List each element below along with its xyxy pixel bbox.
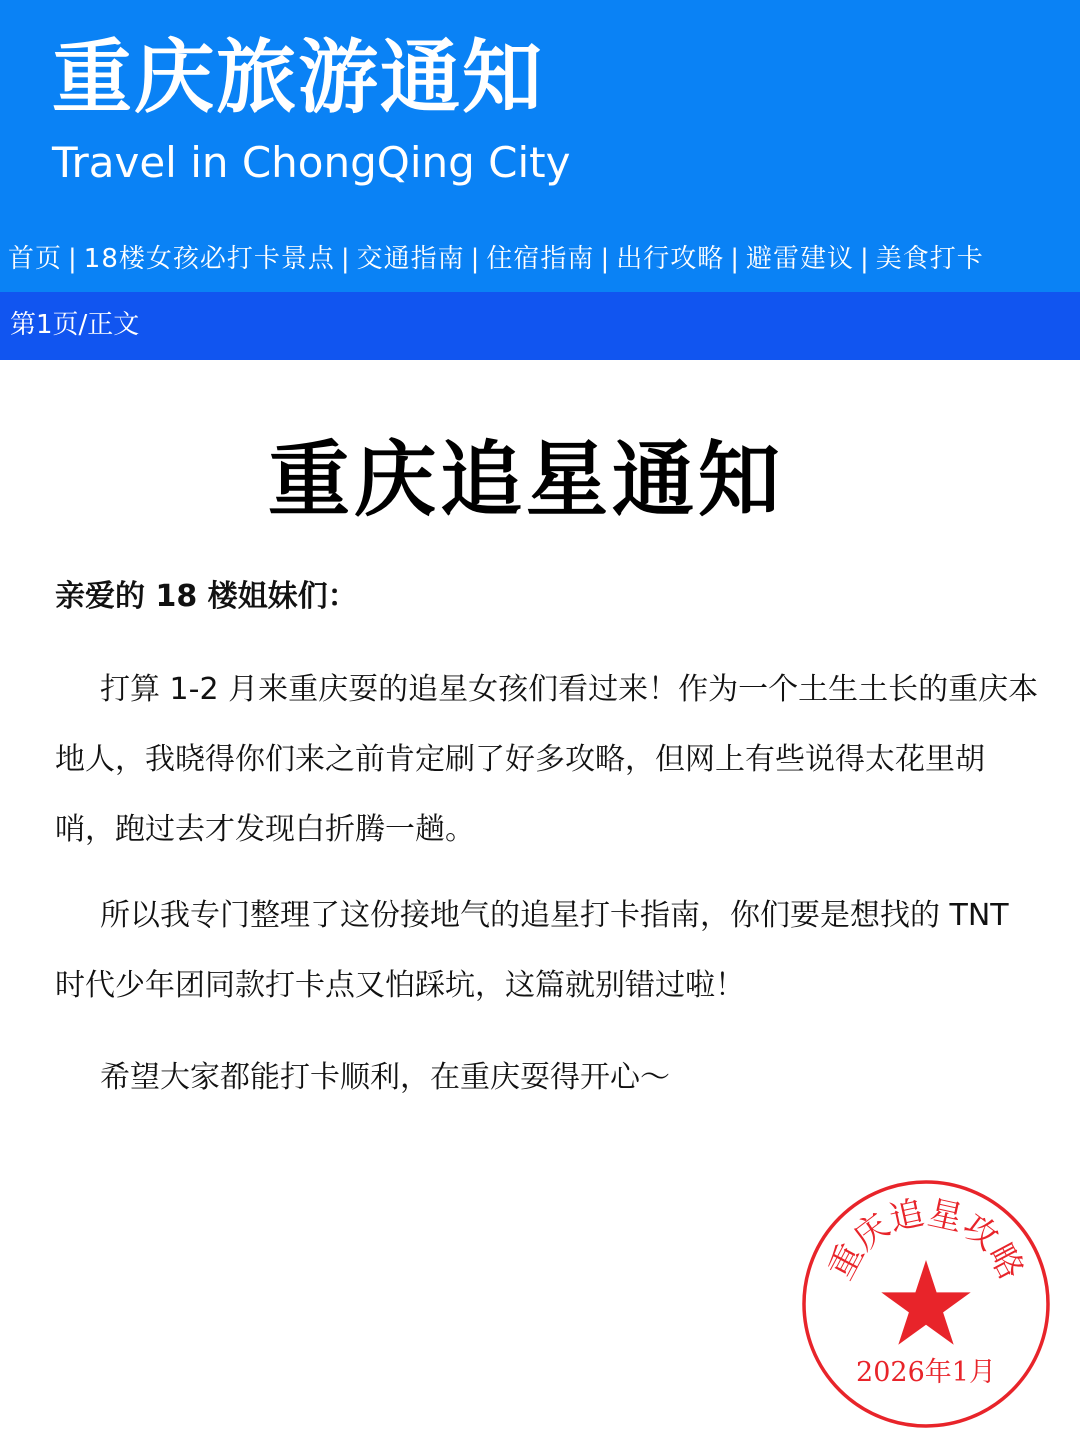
article-title: 重庆追星通知 <box>267 433 784 528</box>
seal-char: 追 <box>885 1192 928 1240</box>
nav-item-home[interactable]: 首页 <box>8 244 63 274</box>
seal-char: 略 <box>979 1237 1032 1287</box>
star-icon <box>881 1260 970 1345</box>
seal-char: 星 <box>924 1192 967 1240</box>
article-greeting: 亲爱的 18 楼姐妹们： <box>55 579 358 614</box>
nav-separator: | <box>600 244 611 274</box>
seal-date: 2026年1月 <box>856 1357 996 1388</box>
official-seal <box>800 1178 1052 1430</box>
article-paragraph-3: 希望大家都能打卡顺利，在重庆耍得开心～ <box>100 1060 670 1095</box>
site-title: 重庆旅游通知 <box>52 31 544 124</box>
nav-item-accommodation[interactable]: 住宿指南 <box>486 244 595 274</box>
article-paragraph-1: 打算 1-2 月来重庆耍的追星女孩们看过来！作为一个土生土长的重庆本地人，我晓得你们来之前肯定刷了好多攻略，但网上有些说得太花里胡哨，跑过去才发现白折腾一趟。 <box>55 672 1039 847</box>
nav-separator: | <box>470 244 481 274</box>
nav-separator: | <box>730 244 740 274</box>
nav-separator: | <box>68 244 78 274</box>
nav-item-attractions[interactable]: 18楼女孩必打卡景点 <box>83 244 335 274</box>
nav-item-transport[interactable]: 交通指南 <box>356 244 465 274</box>
breadcrumb[interactable]: 第1页/正文 <box>10 310 140 340</box>
article-paragraph-2: 所以我专门整理了这份接地气的追星打卡指南，你们要是想找的 TNT 时代少年团同款打卡点又怕踩坑，这篇就别错过啦！ <box>55 898 1009 1003</box>
seal-char: 重 <box>820 1237 873 1287</box>
nav-item-pitfalls[interactable]: 避雷建议 <box>745 244 854 274</box>
nav-separator: | <box>340 244 351 274</box>
main-nav <box>8 246 984 272</box>
breadcrumb-bar <box>0 292 1080 360</box>
nav-separator: | <box>860 244 870 274</box>
seal-char: 庆 <box>845 1206 898 1259</box>
site-subtitle: Travel in ChongQing City <box>52 138 571 187</box>
nav-item-food[interactable]: 美食打卡 <box>875 244 984 274</box>
seal-char: 攻 <box>954 1206 1007 1259</box>
nav-item-travel-tips[interactable]: 出行攻略 <box>616 244 725 274</box>
